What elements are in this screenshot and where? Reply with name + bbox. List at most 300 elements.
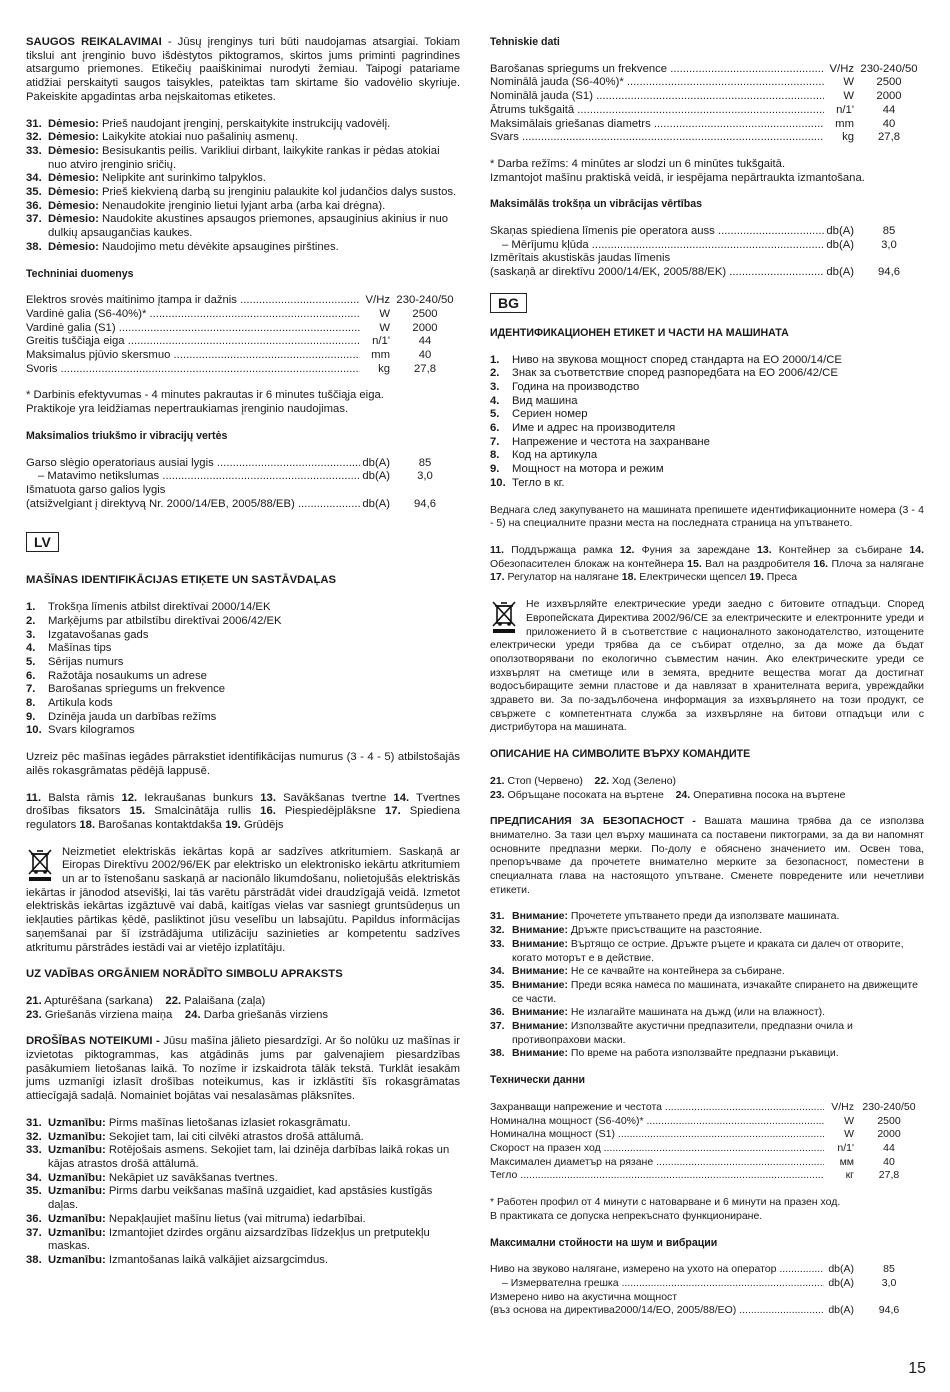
tech-label: Maksimalus pjūvio skersmuo ..... (26, 349, 360, 363)
tech-unit: W (379, 307, 390, 320)
noise-unit: db(A) (362, 497, 390, 510)
bg-tech-title: Технически данни (490, 1074, 585, 1087)
ident-text: Ražotāja nosaukums un adrese (48, 669, 207, 682)
warning-text: Преди всяка намеса по машината, изчакайте спирането на движещите се части. (512, 978, 918, 1005)
tech-row (490, 1115, 924, 1129)
warning-keyword: Внимание: (512, 965, 568, 978)
tech-label: Ātrums tukšgaitā ..... (490, 104, 824, 118)
tech-row (26, 363, 460, 377)
warning-keyword: Dėmesio: (48, 186, 99, 199)
ident-item (490, 463, 924, 477)
warning-text: Pirms mašīnas lietošanas izlasiet rokasgrāmatu. (105, 1116, 351, 1129)
warning-text: Izmantojiet dzirdes orgānu aizsardzības līdzekļus un pretputekļu maskas. (48, 1226, 430, 1253)
lv-symbols-line-1: 21. Apturēšana (sarkana) 22. Palaišana (zaļa) (26, 994, 266, 1007)
ident-number: 6. (26, 669, 36, 682)
tech-row (490, 76, 924, 90)
lv-weee-notice (26, 846, 460, 956)
warning-text: Prieš kiekvieną darbą su įrenginiu palaukite kol judančios dalys sustos. (98, 186, 457, 199)
tech-label: Тегло ..... (490, 1169, 824, 1183)
lv-weee-text: Neizmetiet elektriskās iekārtas kopā ar sadzīves atkritumiem. Saskaņā ar Eiropas Direktīvu 2002/96/EK par elektrisko un elektronisko iekārtu atkritumiem un ar to īstenošanu saskaņā ar nacionālo likumdošanu, nolietojušās elektriskās iekārtas ir jānodod atsevišķi, lai tās varētu pārstrādāt videi draudzīgajā veidā. Izmetot elektriskās iekārtas izgāztuvē vai dabā, kaitīgas vielas var sasniegt gruntsūdeņus un iekļauties pārtikas ķēdē, pasliktinot jūsu veselību un labsajūtu. Papildus informācijas saņemšanai par šī izstrādājuma utilizāciju sazinieties ar kompetentu sadzīves atkritumu pārstrādes iestādi vai ar vietējo izplatītāju. (26, 845, 460, 954)
lv-language-badge: LV (26, 532, 59, 552)
tech-unit: kg (378, 362, 390, 375)
warning-number: 38. (26, 240, 42, 253)
noise-label: – Mērījumu kļūda ..... (490, 239, 824, 253)
bg-warnings-list (490, 910, 924, 1061)
bg-note-line-2: В практиката се допуска непрекъснато функциониране. (490, 1209, 763, 1222)
warning-number: 35. (26, 1185, 42, 1198)
tech-label: Svars ..... (490, 131, 824, 145)
ident-item (26, 615, 460, 629)
tech-label: Greitis tuščiąja eiga ..... (26, 335, 360, 349)
ident-number: 10. (26, 724, 42, 737)
noise-unit: db(A) (362, 470, 390, 483)
tech-value: 2500 (877, 1114, 901, 1127)
warning-keyword: Dėmesio: (48, 144, 99, 157)
bg-weee-text: Не изхвърляйте електрические уреди заедно с битовите отпадъци. Според Европейската Директива 2002/96/CE за електрическите и електронните уреди и приложението й в съответствие с националното законодателство, изтощените електрически уреди трябва да се събират отделно, за да може да бъдат оползотворявани по екологично съвместим начин. Ако електрическите уреди се изхвърлят на сметище или в земята, вредните вещества могат да достигнат водосъбиращите земни пластове и да навлязат в хранителната верига, увреждайки здравето ви. За по-задълбочена информация за изхвърлянето на този продукт, се свържете с компетентната служба за изхвърляне на битови отпадъци или с дистрибутора на машината. (490, 598, 924, 734)
warning-item (26, 172, 460, 186)
tech-unit: mm (835, 117, 854, 130)
lt-safety-text: - Jūsų įrenginys turi būti naudojamas atsargiai. Tokiam tikslui ant įrenginio buvo išdėstytos piktogramos, skirtos jums priminti pagrindines atsargumo priemones. Etikečių paaiškinimai nurodyti žemiau. Taipogi patariame atidžiai perskaityti saugos taisykles, pateiktas tam skirtame šio vadovėlio skyriuje. Pakeiskite apgadintas arba neįskaitomas etiketes. (26, 36, 460, 103)
tech-label: Barošanas spriegums un frekvence ..... (490, 63, 824, 77)
tech-value: 2000 (876, 90, 902, 103)
ident-number: 8. (26, 697, 36, 710)
tech-label: Elektros srovės maitinimo įtampa ir dažnis ..... (26, 294, 360, 308)
tech-unit: мм (839, 1155, 854, 1168)
tech-label: Maksimālais griešanas diametrs ..... (490, 118, 824, 132)
ident-item (490, 367, 924, 381)
bg-symbols-line-2: 23. Обръщане посоката на въртене 24. Оперативна посока на въртене (490, 788, 846, 801)
noise-unit: db(A) (826, 238, 854, 251)
ident-number: 6. (490, 422, 500, 435)
ident-text: Ниво на звукова мощност според стандарта на ЕО 2000/14/CE (512, 353, 842, 366)
ident-item (490, 449, 924, 463)
lt-noise-row (26, 457, 460, 471)
ident-item (490, 477, 924, 491)
noise-label: – Matavimo netikslumas ..... (26, 470, 360, 484)
ident-number: 5. (26, 655, 36, 668)
warning-keyword: Dėmesio: (48, 199, 99, 212)
bg-symbols-title: ОПИСАНИЕ НА СИМВОЛИТЕ ВЪРХУ КОМАНДИТЕ (490, 748, 751, 761)
ident-text: Svars kilogramos (48, 724, 135, 737)
noise-value: 94,6 (878, 1304, 900, 1317)
warning-item (26, 1254, 460, 1268)
warning-number: 37. (490, 1020, 505, 1033)
warning-item (26, 118, 460, 132)
noise-label: (atsižvelgiant į direktyvą Nr. 2000/14/EB, 2005/88/EB) ..... (26, 498, 360, 512)
tech-label: Svoris ..... (26, 363, 360, 377)
warning-item (490, 1047, 924, 1061)
bg-safety-paragraph (490, 815, 924, 897)
warning-item (26, 241, 460, 255)
warning-text: Besisukantis peilis. Varikliui dirbant, laikykite rankas ir pėdas atokiai nuo atviro įrenginio sričių. (48, 144, 440, 171)
ident-number: 7. (26, 683, 36, 696)
bg-noise-row (490, 1291, 924, 1305)
ident-item (26, 601, 460, 615)
warning-item (490, 965, 924, 979)
tech-unit: n/1' (837, 1142, 854, 1154)
ident-number: 8. (490, 449, 500, 462)
ident-text: Trokšņa līmenis atbilst direktīvai 2000/14/EK (48, 601, 271, 614)
lv-ident-note: Uzreiz pēc mašīnas iegādes pārrakstiet identifikācijas numurus (3 - 4 - 5) atbilstošajās ailēs rokasgrāmatas pēdējā lappusē. (26, 751, 460, 777)
ident-item (26, 656, 460, 670)
warning-item (490, 924, 924, 938)
warning-item (490, 910, 924, 924)
noise-label: Измерено ниво на акустична мощност (490, 1290, 678, 1303)
warning-number: 37. (26, 1226, 42, 1239)
tech-unit: kg (842, 131, 854, 144)
warning-keyword: Внимание: (512, 1047, 568, 1060)
tech-label: Vardinė galia (S1) ..... (26, 322, 360, 336)
tech-row (26, 349, 460, 363)
tech-label: Номинална мощност (S6-40%)* ..... (490, 1115, 824, 1129)
warning-number: 36. (26, 1212, 42, 1225)
tech-row (490, 1142, 924, 1156)
ident-number: 2. (490, 367, 500, 380)
warning-text: Прочетете упътването преди да използвате машината. (567, 910, 840, 923)
tech-row (490, 1128, 924, 1142)
lv-noise-title: Maksimālās trokšņa un vibrācijas vērtības (490, 198, 702, 211)
warning-text: Nelipkite ant surinkimo talpyklos. (98, 172, 266, 185)
tech-value: 40 (883, 1155, 895, 1168)
warning-item (26, 200, 460, 214)
tech-unit: W (844, 1114, 854, 1127)
tech-label: Скорост на празен ход ..... (490, 1142, 824, 1156)
warning-number: 37. (26, 213, 42, 226)
tech-unit: n/1' (372, 335, 390, 348)
ident-number: 4. (26, 642, 36, 655)
noise-value: 85 (883, 1263, 895, 1276)
lt-safety-title: SAUGOS REIKALAVIMAI (26, 36, 162, 48)
warning-item (490, 1020, 924, 1047)
warning-number: 35. (490, 978, 505, 991)
ident-item (26, 629, 460, 643)
tech-value: 44 (418, 335, 432, 348)
warning-item (26, 1131, 460, 1145)
bg-ident-note: Веднага след закупуването на машината препишете идентификационните номера (3 - 4 - 5) на специалните празни места на последната страница на упътването. (490, 503, 924, 530)
ident-number: 1. (26, 601, 36, 614)
lv-ident-list (26, 601, 460, 738)
ident-text: Izgatavošanas gads (48, 628, 149, 641)
lv-noise-row (490, 225, 924, 239)
tech-unit: кг (845, 1169, 854, 1182)
warning-text: Използвайте акустични предпазители, предпазни очила и противопрахови маски. (512, 1020, 853, 1046)
tech-unit: mm (371, 349, 390, 362)
tech-label: Захранващи напрежение и честота ..... (490, 1101, 824, 1115)
ident-text: Година на производство (512, 380, 640, 393)
lt-noise-title: Maksimalios triukšmo ir vibracijų vertės (26, 429, 228, 442)
warning-number: 36. (26, 199, 42, 212)
lt-noise-row (26, 498, 460, 512)
lt-note-line-1: * Darbinis efektyvumas - 4 minutes pakrautas ir 6 minutes tuščiąja eiga. (26, 389, 384, 402)
warning-number: 31. (26, 1116, 42, 1129)
warning-keyword: Dėmesio: (48, 213, 99, 226)
tech-value: 27,8 (878, 131, 900, 144)
warning-item (26, 1144, 460, 1171)
lv-tech-title: Tehniskie dati (490, 36, 560, 48)
warning-number: 32. (26, 1130, 42, 1143)
warning-text: Laikykite atokiai nuo pašalinių asmenų. (98, 131, 298, 144)
lt-noise-row (26, 484, 460, 498)
lv-tech-table (490, 63, 924, 145)
warning-number: 32. (490, 924, 505, 937)
noise-value: 94,6 (414, 497, 436, 510)
tech-row (26, 294, 460, 308)
warning-keyword: Uzmanību: (48, 1185, 106, 1198)
ident-text: Marķējums par atbilstību direktīvai 2006/42/EK (48, 614, 282, 627)
noise-value: 85 (418, 456, 432, 469)
tech-value: 230-240/50 (862, 1100, 916, 1113)
warning-item (26, 1227, 460, 1254)
tech-row (490, 104, 924, 118)
lv-note-line-1: * Darba režīms: 4 minūtes ar slodzi un 6 minūtes tukšgaitā. (490, 157, 786, 170)
lv-ident-title: MAŠĪNAS IDENTIFIKĀCIJAS ETIĶETE UN SASTĀVDAĻAS (26, 574, 337, 587)
bg-noise-title: Максимални стойности на шум и вибрации (490, 1236, 718, 1249)
lv-noise-table (490, 225, 924, 280)
warning-text: Nekāpiet uz savākšanas tvertnes. (105, 1171, 278, 1184)
lt-safety-paragraph (26, 36, 460, 105)
ident-item (26, 697, 460, 711)
noise-label: – Измервателна грешка ..... (490, 1277, 824, 1291)
tech-unit: V/Hz (365, 294, 390, 307)
ident-number: 1. (490, 353, 500, 366)
warning-number: 31. (490, 910, 505, 923)
ident-number: 4. (490, 394, 500, 407)
tech-unit: W (379, 321, 390, 334)
warning-text: Не се качвайте на контейнера за събиране. (567, 965, 785, 978)
tech-value: 230-240/50 (860, 62, 918, 75)
ident-text: Artikula kods (48, 697, 113, 710)
lv-safety-text: Jūsu mašīna jālieto piesardzīgi. Ar šo nolūku uz mašīnas ir izvietotas piktogrammas, kas atgādinās jums par galvenajiem piesardzības pasākumiem lietošanas laikā. To nozīme ir izskaidrota tālāk tekstā. Turklāt iesakām jums uzmanīgi izlasīt drošības noteikumus, kas ir izklāstīti šīs rokasgrāmatas attiecīgajā sadaļā. Nomainiet bojātas vai nesalasāmas plāksnītes. (26, 1035, 461, 1103)
ident-number: 9. (26, 710, 36, 723)
lt-noise-table (26, 457, 460, 512)
warning-item (26, 1213, 460, 1227)
ident-text: Barošanas spriegums un frekvence (48, 683, 226, 696)
tech-value: 2000 (412, 321, 438, 334)
tech-row (490, 1101, 924, 1115)
warning-item (26, 1117, 460, 1131)
noise-unit: db(A) (362, 456, 390, 469)
tech-value: 44 (882, 103, 896, 116)
tech-row (490, 118, 924, 132)
ident-item (490, 422, 924, 436)
ident-number: 3. (490, 380, 500, 393)
ident-item (490, 395, 924, 409)
tech-label: Vardinė galia (S6-40%)* ..... (26, 308, 360, 322)
noise-label: Ниво на звуково налягане, измерено на ухото на оператор ..... (490, 1263, 824, 1277)
lv-tech-note (490, 158, 924, 185)
warning-item (26, 145, 460, 172)
noise-value: 85 (882, 225, 896, 238)
warning-text: По време на работа използвайте предпазни ръкавици. (567, 1047, 839, 1060)
warning-keyword: Uzmanību: (48, 1253, 106, 1266)
warning-keyword: Dėmesio: (48, 131, 99, 144)
right-column (490, 36, 924, 1331)
ident-text: Напрежение и честота на захранване (512, 435, 710, 448)
tech-value: 40 (882, 117, 896, 130)
ident-item (26, 670, 460, 684)
warning-number: 34. (26, 172, 42, 185)
lv-symbols-line-2: 23. Griešanās virziena maiņa 24. Darba griešanās virziens (26, 1008, 329, 1021)
ident-text: Dzinēja jauda un darbības režīms (48, 710, 217, 723)
lt-tech-table (26, 294, 460, 376)
warning-keyword: Внимание: (512, 924, 568, 937)
ident-text: Тегло в кг. (512, 476, 565, 489)
warning-number: 35. (26, 186, 42, 199)
bg-safety-title: ПРЕДПИСАНИЯ ЗА БЕЗОПАСНОСТ - (490, 815, 696, 828)
tech-row (490, 1156, 924, 1170)
ident-item (490, 381, 924, 395)
ident-text: Знак за съответствие според разпоредбата на ЕО 2006/42/CE (512, 367, 838, 380)
ident-text: Мощност на мотора и режим (512, 463, 664, 476)
lt-tech-title: Techniniai duomenys (26, 267, 134, 280)
ident-item (490, 354, 924, 368)
warning-text: Nepakļaujiet mašīnu lietus (vai mitruma) iedarbībai. (105, 1212, 366, 1225)
ident-number: 3. (26, 628, 36, 641)
weee-crossed-bin-icon (490, 600, 518, 634)
warning-text: Дръжте присъстващите на разстояние. (567, 924, 763, 937)
ident-number: 5. (490, 408, 500, 421)
bg-noise-row (490, 1277, 924, 1291)
warning-keyword: Внимание: (512, 1006, 568, 1019)
warning-text: Въртящо се острие. Дръжте ръцете и краката си далеч от отворите, когато моторът е в действие. (512, 937, 904, 964)
warning-number: 33. (26, 144, 42, 157)
lv-noise-row (490, 239, 924, 253)
ident-text: Mašīnas tips (48, 642, 112, 655)
bg-parts-list: 11. Поддържаща рамка 12. Фуния за зареждане 13. Контейнер за събиране 14. Обезопасителен блокаж на контейнера 15. Вал на раздробителя 16. Плоча за налягане 17. Регулатор на налягане 18. Електрически щепсел 19. Преса (490, 543, 925, 584)
warning-item (26, 131, 460, 145)
lt-warnings-list (26, 118, 460, 255)
warning-keyword: Внимание: (512, 937, 568, 950)
lv-symbols-list (26, 995, 460, 1022)
tech-row (490, 131, 924, 145)
lv-noise-row (490, 252, 924, 266)
noise-unit: db(A) (828, 1276, 854, 1289)
bg-noise-row (490, 1304, 924, 1318)
warning-keyword: Dėmesio: (48, 240, 99, 253)
warning-text: Prieš naudojant įrenginį, perskaitykite instrukcijų vadovėlį. (98, 117, 391, 130)
ident-number: 10. (490, 476, 506, 489)
tech-row (490, 63, 924, 77)
tech-value: 2000 (877, 1128, 901, 1141)
ident-number: 9. (490, 463, 500, 476)
warning-number: 34. (26, 1171, 42, 1184)
warning-text: Nenaudokite įrenginio lietui lyjant arba (arba kai drėgna). (98, 199, 386, 212)
tech-value: 27,8 (414, 362, 436, 375)
tech-unit: V/Hz (829, 62, 854, 75)
tech-unit: W (843, 76, 854, 89)
tech-value: 40 (418, 349, 432, 362)
lv-safety-title: DROŠĪBAS NOTEIKUMI - (26, 1035, 160, 1048)
warning-text: Izmantošanas laikā valkājiet aizsargcimdus. (105, 1253, 329, 1266)
lv-warnings-list (26, 1117, 460, 1268)
noise-value: 94,6 (878, 266, 900, 279)
warning-keyword: Внимание: (512, 910, 568, 923)
tech-value: 2500 (412, 307, 438, 320)
lt-noise-row (26, 470, 460, 484)
noise-unit: db(A) (828, 1263, 854, 1276)
tech-row (26, 335, 460, 349)
warning-item (26, 186, 460, 200)
warning-keyword: Uzmanību: (48, 1212, 106, 1225)
warning-keyword: Uzmanību: (48, 1144, 106, 1157)
warning-item (490, 979, 924, 1006)
noise-label: (saskaņā ar direktīvu 2000/14/EK, 2005/88/EK) ..... (490, 266, 824, 280)
warning-keyword: Внимание: (512, 978, 568, 991)
ident-item (490, 408, 924, 422)
lv-note-line-2: Izmantojot mašīnu praktiskā veidā, ir iespējama nepārtraukta izmantošana. (490, 171, 865, 184)
warning-text: Pirms darbu veikšanas mašīnā uzgaidiet, kad apstāsies kustīgās daļas. (48, 1185, 433, 1212)
ident-item (490, 436, 924, 450)
ident-text: Вид машина (512, 394, 578, 407)
ident-text: Сериен номер (512, 408, 588, 421)
tech-label: Номинална мощност (S1) ..... (490, 1128, 824, 1142)
bg-language-badge: BG (490, 293, 527, 313)
warning-keyword: Uzmanību: (48, 1226, 106, 1239)
ident-item (26, 711, 460, 725)
bg-symbols-line-1: 21. Стоп (Червено) 22. Ход (Зелено) (490, 774, 677, 787)
warning-keyword: Uzmanību: (48, 1116, 106, 1129)
noise-value: 3,0 (881, 238, 897, 251)
warning-number: 33. (490, 937, 505, 950)
bg-weee-notice (490, 598, 924, 735)
warning-item (26, 1185, 460, 1212)
warning-text: Rotējošais asmens. Sekojiet tam, lai dzinēja darbības laikā rokas un kājas atrastos drošā attālumā. (48, 1144, 450, 1170)
tech-unit: W (844, 1128, 854, 1141)
noise-label: (въз основа на директива2000/14/EO, 2005/88/EO) ..... (490, 1304, 824, 1318)
warning-text: Не излагайте машината на дъжд (или на влажност). (567, 1006, 826, 1019)
warning-keyword: Внимание: (512, 1020, 568, 1033)
bg-note-line-1: * Работен профил от 4 минути с натоварване и 6 минути на празен ход. (490, 1196, 841, 1209)
tech-value: 44 (883, 1142, 895, 1154)
warning-number: 32. (26, 131, 42, 144)
bg-ident-list (490, 354, 924, 491)
lt-note-line-2: Praktikoje yra leidžiamas nepertraukiamas įrenginio naudojimas. (26, 403, 349, 416)
tech-label: Nominālā jauda (S1) ..... (490, 90, 824, 104)
warning-number: 34. (490, 965, 505, 978)
tech-unit: V/Hz (831, 1100, 854, 1113)
noise-label: Išmatuota garso galios lygis (26, 483, 166, 496)
tech-unit: W (843, 90, 854, 103)
tech-label: Максимален диаметър на рязане ..... (490, 1156, 824, 1170)
tech-row (26, 322, 460, 336)
tech-row (26, 308, 460, 322)
ident-text: Код на артикула (512, 449, 598, 462)
warning-keyword: Uzmanību: (48, 1130, 106, 1143)
warning-keyword: Dėmesio: (48, 117, 99, 130)
tech-row (490, 1169, 924, 1183)
warning-number: 36. (490, 1006, 505, 1019)
bg-tech-table (490, 1101, 924, 1183)
ident-text: Sērijas numurs (48, 655, 124, 668)
warning-item (26, 213, 460, 240)
bg-symbols-list (490, 775, 924, 802)
warning-item (490, 938, 924, 965)
lt-tech-note (26, 389, 460, 416)
noise-value: 3,0 (417, 470, 433, 483)
noise-unit: db(A) (826, 266, 854, 279)
bg-ident-title: ИДЕНТИФИКАЦИОНЕН ЕТИКЕТ И ЧАСТИ НА МАШИНАТА (490, 326, 789, 339)
warning-text: Naudokite akustines apsaugos priemones, apsauginius akinius ir nuo dulkių apsaugančias kaukes. (48, 213, 449, 240)
page-number: 15 (908, 1360, 926, 1377)
lv-noise-row (490, 266, 924, 280)
ident-item (26, 683, 460, 697)
ident-number: 7. (490, 435, 500, 448)
warning-keyword: Uzmanību: (48, 1171, 106, 1184)
ident-item (26, 642, 460, 656)
noise-unit: db(A) (826, 225, 854, 238)
warning-item (26, 1172, 460, 1186)
warning-item (490, 1006, 924, 1020)
